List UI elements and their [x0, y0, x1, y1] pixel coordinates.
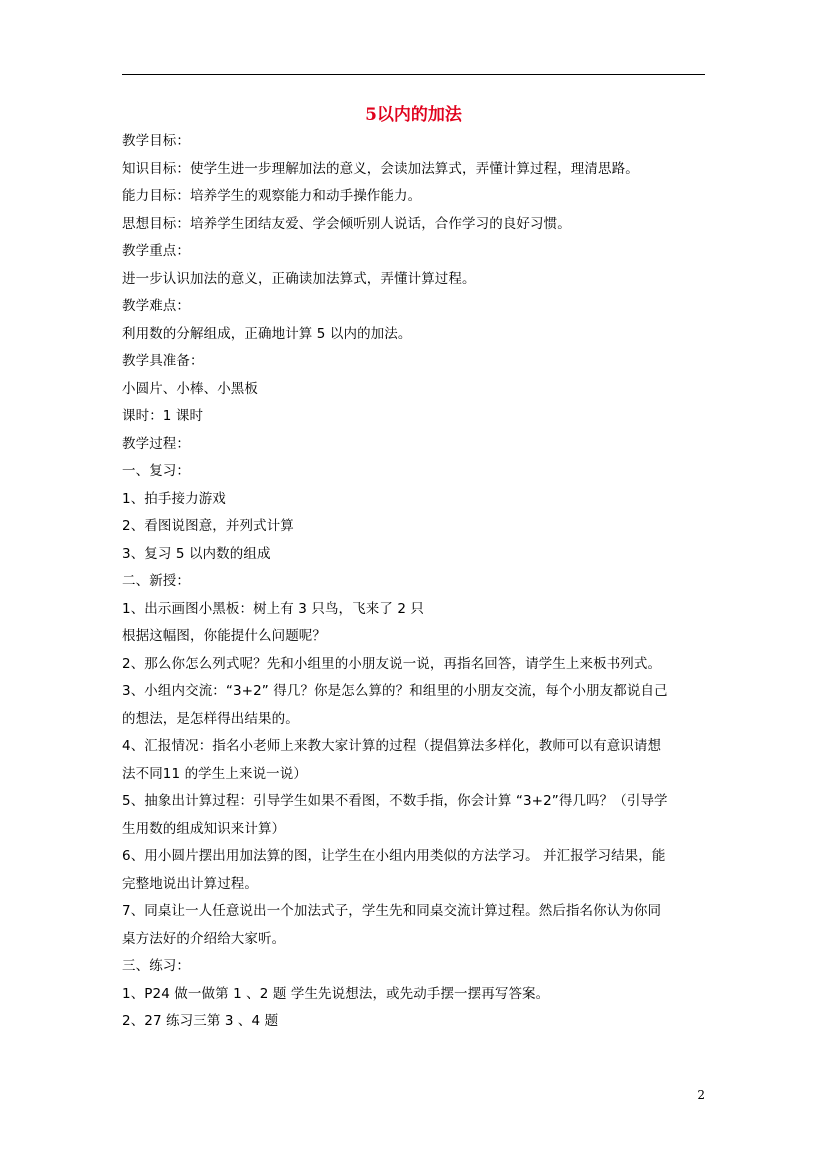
text-line: 的想法，是怎样得出结果的。	[122, 710, 299, 727]
text-line: 2、那么你怎么列式呢？先和小组里的小朋友说一说，再指名回答，请学生上来板书列式。	[122, 655, 662, 672]
text-line: 5、抽象出计算过程：引导学生如果不看图，不数手指，你会计算 “3+2”得几吗？（引导学	[122, 793, 668, 809]
text-line: 3、小组内交流：“3+2” 得几？你是怎么算的？和组里的小朋友交流，每个小朋友都说自己	[122, 683, 668, 699]
text-line: 教学具准备：	[122, 353, 204, 369]
text-line: 1、拍手接力游戏	[122, 490, 226, 507]
text-line: 6、用小圆片摆出用加法算的图，让学生在小组内用类似的方法学习。 并汇报学习结果，能	[122, 848, 666, 864]
text-line: 能力目标：培养学生的观察能力和动手操作能力。	[122, 188, 422, 204]
text-line: 7、同桌让一人任意说出一个加法式子，学生先和同桌交流计算过程。然后指名你认为你同	[122, 903, 662, 919]
text-line: 完整地说出计算过程。	[122, 875, 258, 892]
text-line: 根据这幅图，你能提什么问题呢？	[122, 628, 326, 644]
text-line: 3、复习 5 以内数的组成	[122, 545, 271, 562]
text-line: 一、复习：	[122, 463, 190, 479]
header-rule	[122, 74, 705, 75]
text-line: 桌方法好的介绍给大家听。	[122, 930, 286, 947]
text-line: 思想目标：培养学生团结友爱、学会倾听别人说话，合作学习的良好习惯。	[122, 215, 571, 232]
text-line: 2、27 练习三第 3 、4 题	[122, 1013, 279, 1029]
text-line: 三、练习：	[122, 958, 190, 974]
text-line: 利用数的分解组成，正确地计算 5 以内的加法。	[122, 325, 412, 342]
text-line: 进一步认识加法的意义，正确读加法算式，弄懂计算过程。	[122, 270, 476, 287]
text-line: 4、汇报情况：指名小老师上来教大家计算的过程（提倡算法多样化，教师可以有意识请想	[122, 738, 662, 754]
text-line: 生用数的组成知识来计算）	[122, 820, 286, 837]
document-title: 5以内的加法	[365, 105, 462, 125]
text-line: 知识目标：使学生进一步理解加法的意义，会读加法算式，弄懂计算过程，理清思路。	[122, 160, 639, 177]
text-line: 课时：1 课时	[122, 408, 204, 424]
text-line: 2、看图说图意，并列式计算	[122, 518, 294, 534]
text-line: 教学目标：	[122, 133, 190, 149]
text-line: 小圆片、小棒、小黑板	[122, 380, 258, 397]
text-line: 教学过程：	[122, 435, 190, 452]
page-number: 2	[697, 1088, 705, 1102]
document-body	[122, 128, 706, 1036]
text-line: 教学重点：	[122, 243, 190, 259]
text-line: 1、P24 做一做第 1 、2 题 学生先说想法，或先动手摆一摆再写答案。	[122, 985, 550, 1002]
text-line: 教学难点：	[122, 298, 190, 314]
text-line: 法不同11 的学生上来说一说）	[122, 765, 307, 782]
text-line: 1、出示画图小黑板：树上有 3 只鸟，飞来了 2 只	[122, 600, 425, 617]
text-line: 二、新授：	[122, 573, 190, 589]
